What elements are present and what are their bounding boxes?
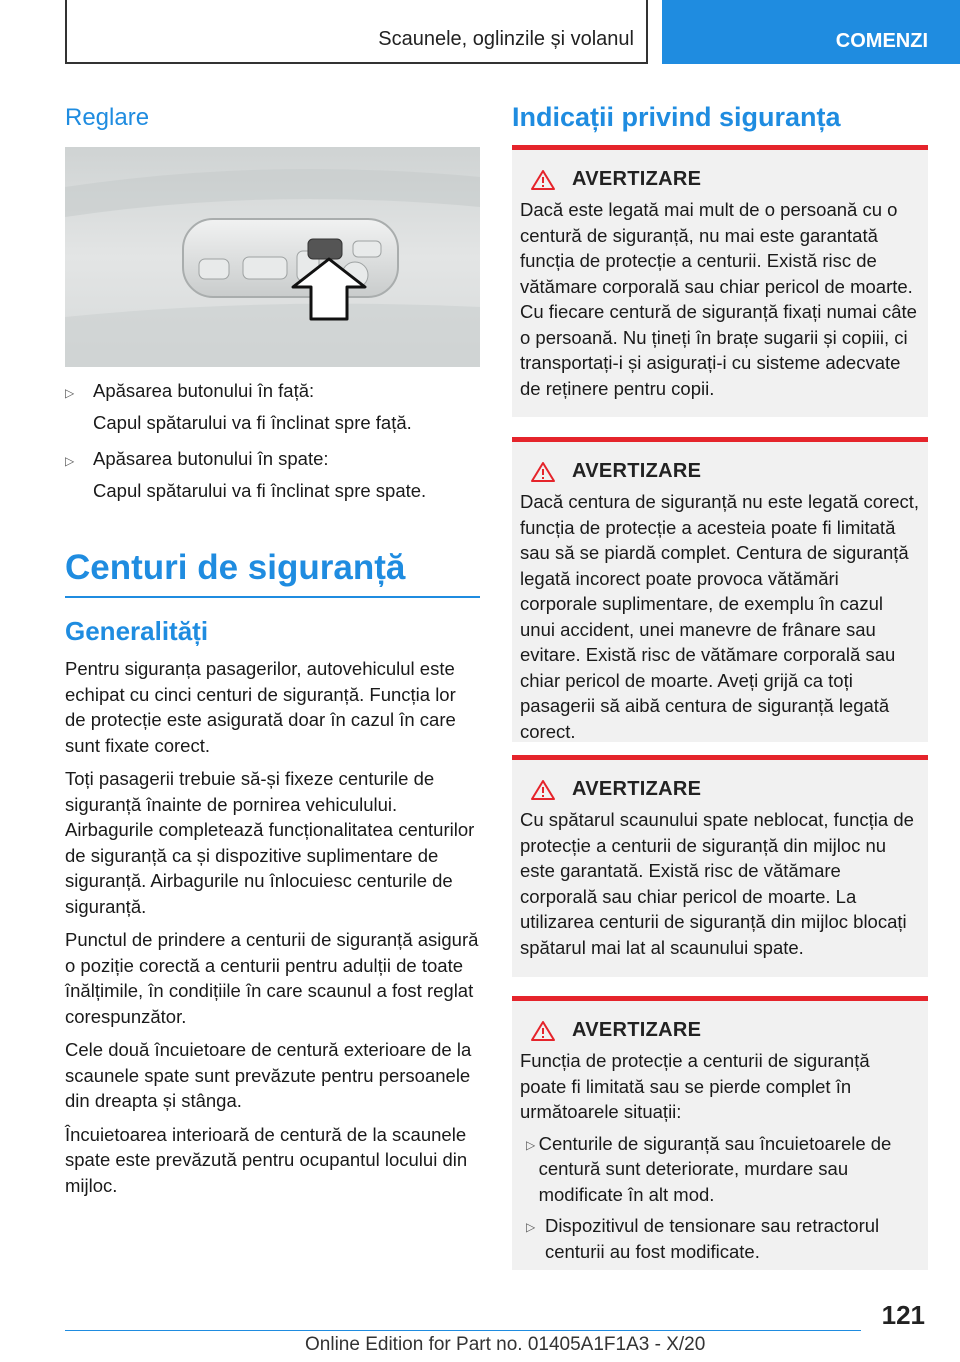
seat-control-illustration xyxy=(65,147,480,367)
body-paragraph: Toți pasagerii trebuie să-și fixeze centurile de siguranță înainte de pornirea vehiculului. Airbagurile completează funcționalitatea centurilor de siguranță ca și dispozitive suplimentare de siguranță. Airbagurile nu înlocuiesc centurile de siguranță. xyxy=(65,768,475,917)
reglare-heading: Reglare xyxy=(65,104,150,131)
warning-text: Dacă este legată mai mult de o persoană cu o centură de siguranță, nu mai este garantată funcția de protecție a centurii. Există risc de vătămare corporală sau chiar pericol de moarte. Cu fiecare centură de siguranță fixați numai câte o persoană. Nu țineți în brațe sugarii și copiii, ci transportați-i și asigurați-i cu sisteme adecvate de reținere pentru copii. xyxy=(520,199,917,399)
warning-bullet-item xyxy=(520,1213,920,1264)
warning-triangle-icon xyxy=(530,461,556,483)
triangle-bullet-icon: ▷ xyxy=(526,1220,536,1234)
warning-triangle-icon xyxy=(530,1020,556,1042)
warning-title: AVERTIZARE xyxy=(572,1019,702,1041)
seat-control-photo xyxy=(65,147,480,367)
body-paragraph: Cele două încuietoare de centură exterioare de la scaunele spate sunt prevăzute pentru persoanele din dreapta și stânga. xyxy=(65,1039,472,1111)
header-section-box xyxy=(65,0,648,64)
triangle-bullet-icon: ▷ xyxy=(526,1137,536,1152)
warning-title: AVERTIZARE xyxy=(572,460,702,482)
body-paragraph: Pentru siguranța pasagerilor, autovehiculul este echipat cu cinci centuri de siguranță. Funcția lor de protecție este asigurată doar în cazul în care sunt fixate corect. xyxy=(65,658,456,756)
triangle-bullet-icon: ▷ xyxy=(65,386,75,400)
warning-bullet-text: Centurile de siguranță sau încuietoarele de centură sunt deteriorate, murdare sau modificate în alt mod. xyxy=(538,1132,892,1205)
footer-edition-text: Online Edition for Part no. 01405A1F1A3 - X/20 xyxy=(305,1334,706,1355)
warning-title: AVERTIZARE xyxy=(572,778,702,800)
body-paragraph: Punctul de prindere a centurii de siguranță asigură o poziție corectă a centurii pentru adulții de toate înălțimile, în condițiile în care scaunul a fost reglat corespunzător. xyxy=(65,929,479,1027)
body-paragraph: Încuietoarea interioară de centură de la scaunele spate este prevăzută pentru ocupantul locului din mijloc. xyxy=(65,1123,468,1196)
reglare-bullet-list xyxy=(65,378,485,504)
warning-triangle-icon xyxy=(530,169,556,191)
warning-text: Cu spătarul scaunului spate neblocat, funcția de protecție a centurii de siguranță din mijloc nu este garantată. Există risc de vătămare corporală sau chiar pericol de moarte. La utilizarea centurii de siguranță din mijloc blocați spătarul mai lat al scaunului spate. xyxy=(520,809,914,958)
reglare-bullet-detail: Capul spătarului va fi înclinat spre față. xyxy=(93,412,412,433)
reglare-bullet-detail: Capul spătarului va fi înclinat spre spate. xyxy=(93,480,427,501)
warning-bullet-item xyxy=(520,1131,920,1208)
generalitati-body xyxy=(65,656,480,1206)
reglare-bullet-2 xyxy=(65,446,485,504)
reglare-bullet-1 xyxy=(65,378,485,436)
indicatii-heading: Indicații privind siguranța xyxy=(512,102,841,132)
header-chapter-tab: COMENZI xyxy=(662,0,960,64)
warning-box xyxy=(512,437,928,742)
warning-box xyxy=(512,996,928,1270)
warning-triangle-icon xyxy=(530,779,556,801)
footer-divider xyxy=(65,1330,861,1331)
warning-box xyxy=(512,755,928,977)
warning-text: Funcția de protecție a centurii de siguranță poate fi limitată sau se pierde complet în următoarele situații: xyxy=(520,1050,870,1122)
centuri-heading: Centuri de siguranță xyxy=(65,548,406,587)
triangle-bullet-icon: ▷ xyxy=(65,454,75,468)
reglare-bullet-label: Apăsarea butonului în față: xyxy=(93,380,315,401)
warning-bullet-text: Dispozitivul de tensionare sau retractorul centurii au fost modificate. xyxy=(544,1215,880,1262)
section-divider xyxy=(65,596,480,598)
warning-text: Dacă centura de siguranță nu este legată corect, funcția de protecție a acesteia poate fi limitată sau să se piardă complet. Centura de siguranță legată incorect poate provoca vătămări corporale suplimentare, de exemplu în cazul unui accident, unei manevre de frânare sau evitare. Există risc de vătămare corporală sau chiar pericol de moarte. Aveți grijă ca toți pasagerii să aibă centura de siguranță legată corect. xyxy=(520,491,920,742)
generalitati-heading: Generalități xyxy=(65,616,209,646)
reglare-bullet-label: Apăsarea butonului în spate: xyxy=(93,448,329,469)
header-section-title: Scaunele, oglinzile și volanul xyxy=(378,28,634,50)
warning-title: AVERTIZARE xyxy=(572,168,702,190)
page-number: 121 xyxy=(881,1300,925,1330)
warning-box xyxy=(512,145,928,417)
